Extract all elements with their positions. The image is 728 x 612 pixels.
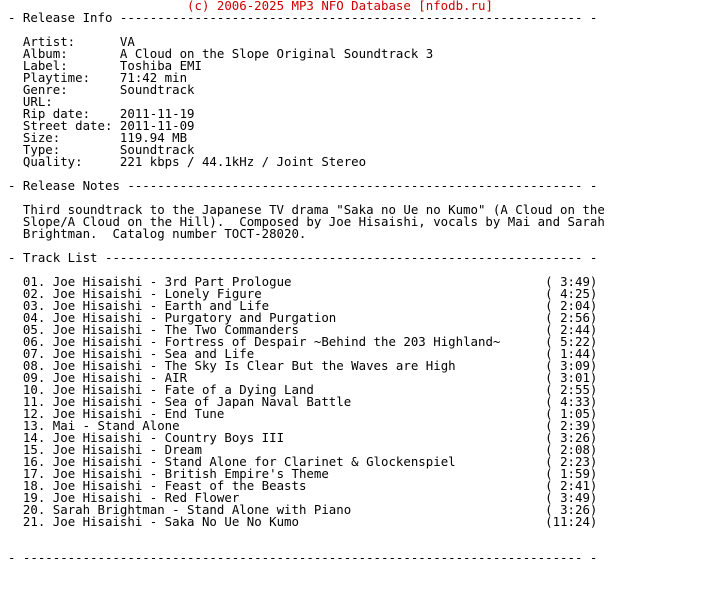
track-time: 5:22 [552, 334, 590, 349]
info-label: URL: [22, 94, 120, 109]
track-number: 21. [22, 514, 46, 529]
track-title: Joe Hisaishi - Lonely Figure [52, 286, 546, 301]
info-row [8, 156, 728, 168]
paren-close: ) [589, 310, 598, 325]
info-label: Street date: [22, 118, 120, 133]
paren-open: ( [545, 478, 553, 493]
paren-open: ( [545, 310, 553, 325]
track-time: 1:59 [552, 466, 590, 481]
paren-open: ( [545, 382, 553, 397]
track-title: Joe Hisaishi - Earth and Life [52, 298, 546, 313]
track-title: Joe Hisaishi - Fate of a Dying Land [52, 382, 546, 397]
rule-tail: -------------------------------------------------------------- - [112, 10, 598, 25]
track-title: Joe Hisaishi - Country Boys III [52, 430, 546, 445]
paren-close: ) [589, 286, 598, 301]
paren-open: ( [545, 274, 553, 289]
track-title: Joe Hisaishi - Purgatory and Purgation [52, 310, 546, 325]
track-number: 03. [22, 298, 46, 313]
notes-text: Brightman. Catalog number TOCT-28020. [22, 226, 307, 241]
paren-open: ( [545, 358, 553, 373]
track-number: 15. [22, 442, 46, 457]
track-time: 1:44 [552, 346, 590, 361]
paren-open: ( [545, 370, 553, 385]
section-header-track-list [8, 252, 728, 264]
track-time: 2:56 [552, 310, 590, 325]
track-number: 09. [22, 370, 46, 385]
info-label: Quality: [22, 154, 120, 169]
release-info-block [8, 36, 728, 168]
rule-tail: ------------------------------------------------------------- - [119, 178, 598, 193]
track-time: 1:05 [552, 406, 590, 421]
track-title: Joe Hisaishi - Feast of the Beasts [52, 478, 546, 493]
track-number: 18. [22, 478, 46, 493]
track-number: 08. [22, 358, 46, 373]
info-label: Type: [22, 142, 120, 157]
track-number: 14. [22, 430, 46, 445]
track-number: 19. [22, 490, 46, 505]
paren-close: ) [589, 478, 598, 493]
paren-open: ( [545, 514, 553, 529]
paren-close: ) [589, 358, 598, 373]
info-value: 119.94 MB [119, 130, 188, 145]
track-number: 06. [22, 334, 46, 349]
paren-close: ) [589, 442, 598, 457]
track-title: Joe Hisaishi - Dream [52, 442, 546, 457]
info-label: Artist: [22, 34, 120, 49]
paren-close: ) [589, 346, 598, 361]
footer-rule-text: - --------------------------------------------------------------------------- - [8, 550, 598, 565]
info-label: Genre: [22, 82, 120, 97]
paren-close: ) [589, 298, 598, 313]
track-time: 3:26 [552, 502, 590, 517]
section-header-release-info [8, 12, 728, 24]
track-title: Joe Hisaishi - The Two Commanders [52, 322, 546, 337]
info-value: 221 kbps / 44.1kHz / Joint Stereo [119, 154, 367, 169]
track-list-block [8, 276, 728, 528]
rule-lead: - [8, 250, 23, 265]
paren-close: ) [589, 454, 598, 469]
track-title: Joe Hisaishi - Red Flower [52, 490, 546, 505]
spacer [8, 528, 728, 540]
paren-open: ( [545, 346, 553, 361]
notes-text: Third soundtrack to the Japanese TV drama "Saka no Ue no Kumo" (A Cloud on the [22, 202, 605, 217]
paren-close: ) [589, 466, 598, 481]
paren-open: ( [545, 298, 553, 313]
info-value: 2011-11-19 [119, 106, 195, 121]
section-title-track-list: Track List [22, 250, 98, 265]
paren-close: ) [589, 394, 598, 409]
info-label: Playtime: [22, 70, 120, 85]
info-label: Rip date: [22, 106, 120, 121]
track-time: 2:04 [552, 298, 590, 313]
rule-lead: - [8, 178, 23, 193]
track-time: 3:49 [552, 490, 590, 505]
track-title: Joe Hisaishi - AIR [52, 370, 546, 385]
paren-open: ( [545, 430, 553, 445]
track-number: 12. [22, 406, 46, 421]
track-title: Joe Hisaishi - Sea and Life [52, 346, 546, 361]
track-time: 2:39 [552, 418, 590, 433]
site-banner: (c) 2006-2025 MP3 NFO Database [nfodb.ru] [187, 0, 493, 13]
track-number: 04. [22, 310, 46, 325]
track-time: 2:55 [552, 382, 590, 397]
track-time: 2:44 [552, 322, 590, 337]
track-number: 01. [22, 274, 46, 289]
track-time: 3:09 [552, 358, 590, 373]
release-notes-block [8, 204, 728, 240]
info-value: Soundtrack [119, 82, 195, 97]
paren-open: ( [545, 418, 553, 433]
track-number: 20. [22, 502, 46, 517]
nfo-document [8, 0, 728, 564]
info-value: 71:42 min [119, 70, 188, 85]
track-time: 4:33 [552, 394, 590, 409]
info-value: Toshiba EMI [119, 58, 202, 73]
info-label: Album: [22, 46, 120, 61]
track-title: Joe Hisaishi - British Empire's Theme [52, 466, 546, 481]
paren-close: ) [589, 514, 598, 529]
track-row [8, 516, 728, 528]
track-title: Mai - Stand Alone [52, 418, 546, 433]
track-time: 4:25 [552, 286, 590, 301]
track-number: 13. [22, 418, 46, 433]
notes-line [8, 228, 728, 240]
track-time: 11:24 [552, 514, 590, 529]
track-number: 10. [22, 382, 46, 397]
paren-open: ( [545, 394, 553, 409]
info-value: VA [119, 34, 135, 49]
track-time: 3:01 [552, 370, 590, 385]
track-title: Joe Hisaishi - End Tune [52, 406, 546, 421]
section-header-release-notes [8, 180, 728, 192]
paren-open: ( [545, 502, 553, 517]
track-title: Joe Hisaishi - 3rd Part Prologue [52, 274, 546, 289]
track-number: 17. [22, 466, 46, 481]
track-title: Joe Hisaishi - Sea of Japan Naval Battle [52, 394, 546, 409]
rule-lead: - [8, 10, 23, 25]
track-title: Joe Hisaishi - Saka No Ue No Kumo [52, 514, 546, 529]
paren-open: ( [545, 334, 553, 349]
paren-close: ) [589, 406, 598, 421]
track-title: Sarah Brightman - Stand Alone with Piano [52, 502, 546, 517]
track-number: 05. [22, 322, 46, 337]
notes-text: Slope/A Cloud on the Hill). Composed by Joe Hisaishi, vocals by Mai and Sarah [22, 214, 605, 229]
track-number: 02. [22, 286, 46, 301]
info-value: 2011-11-09 [119, 118, 195, 133]
gap [45, 514, 52, 529]
paren-close: ) [589, 502, 598, 517]
paren-open: ( [545, 490, 553, 505]
info-value: A Cloud on the Slope Original Soundtrack 3 [119, 46, 434, 61]
track-time: 3:49 [552, 274, 590, 289]
paren-open: ( [545, 442, 553, 457]
paren-close: ) [589, 430, 598, 445]
section-title-release-info: Release Info [22, 10, 113, 25]
paren-close: ) [589, 370, 598, 385]
track-number: 11. [22, 394, 46, 409]
info-label: Label: [22, 58, 120, 73]
paren-open: ( [545, 322, 553, 337]
paren-open: ( [545, 466, 553, 481]
track-title: Joe Hisaishi - The Sky Is Clear But the Waves are High [52, 358, 546, 373]
track-time: 2:41 [552, 478, 590, 493]
paren-close: ) [589, 334, 598, 349]
rule-tail: ---------------------------------------------------------------- - [97, 250, 598, 265]
paren-close: ) [589, 322, 598, 337]
paren-close: ) [589, 490, 598, 505]
info-value: Soundtrack [119, 142, 195, 157]
footer-rule [8, 552, 728, 564]
paren-close: ) [589, 418, 598, 433]
paren-close: ) [589, 382, 598, 397]
info-label: Size: [22, 130, 120, 145]
paren-close: ) [589, 274, 598, 289]
paren-open: ( [545, 454, 553, 469]
track-title: Joe Hisaishi - Fortress of Despair ~Behind the 203 Highland~ [52, 334, 546, 349]
track-time: 2:08 [552, 442, 590, 457]
section-title-release-notes: Release Notes [22, 178, 120, 193]
track-time: 3:26 [552, 430, 590, 445]
paren-open: ( [545, 286, 553, 301]
track-number: 07. [22, 346, 46, 361]
track-time: 2:23 [552, 454, 590, 469]
paren-open: ( [545, 406, 553, 421]
track-number: 16. [22, 454, 46, 469]
track-title: Joe Hisaishi - Stand Alone for Clarinet & Glockenspiel [52, 454, 546, 469]
